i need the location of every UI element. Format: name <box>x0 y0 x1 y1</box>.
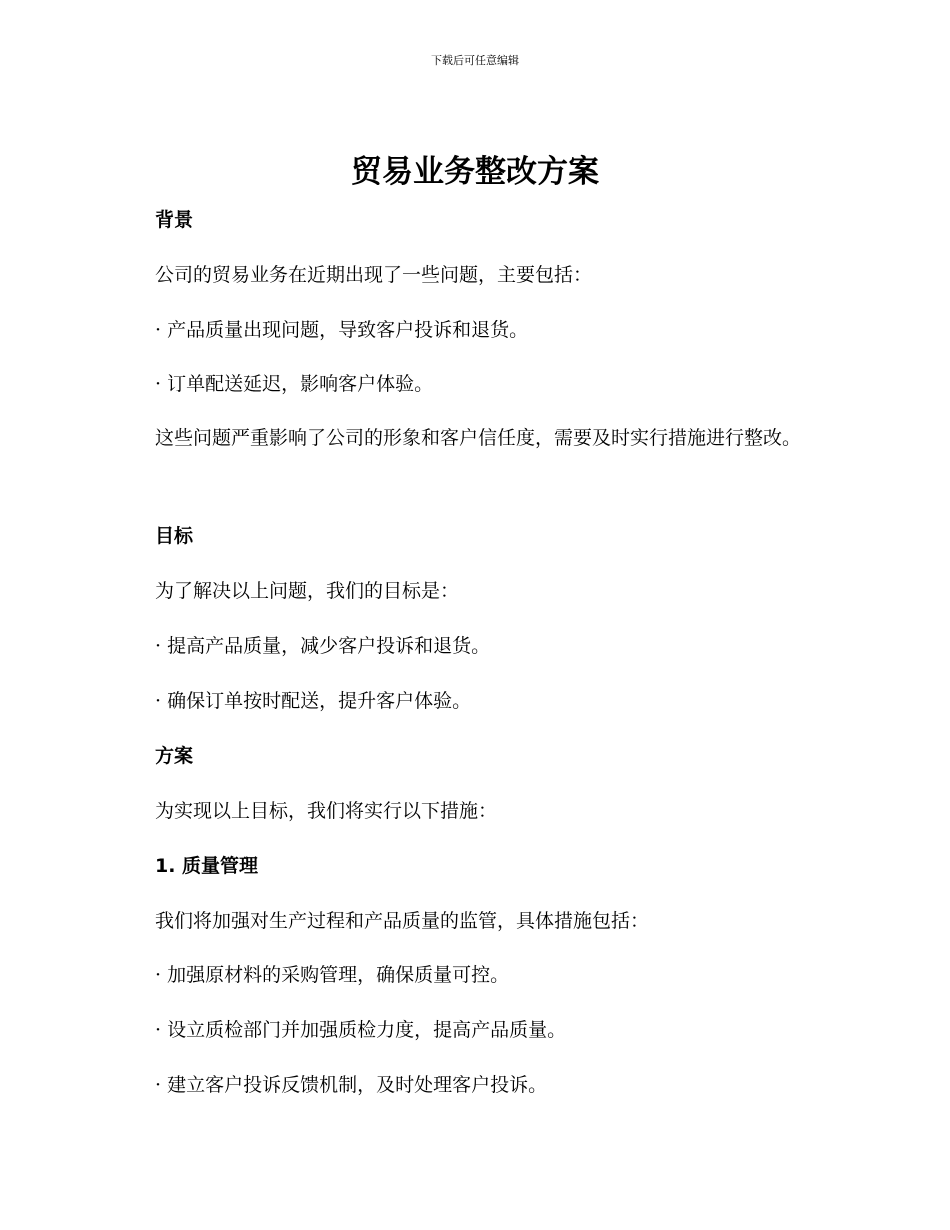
quality-bullet: · 设立质检部门并加强质检力度，提高产品质量。 <box>155 1019 567 1041</box>
background-intro: 公司的贸易业务在近期出现了一些问题，主要包括： <box>155 264 593 286</box>
quality-bullet: · 加强原材料的采购管理，确保质量可控。 <box>155 964 510 986</box>
background-summary: 这些问题严重影响了公司的形象和客户信任度，需要及时实行措施进行整改。 <box>155 427 802 449</box>
goals-intro: 为了解决以上问题，我们的目标是： <box>155 580 460 602</box>
section-heading-plan: 方案 <box>155 745 194 767</box>
section-heading-background: 背景 <box>155 209 194 231</box>
subsection-heading-quality: 1. 质量管理 <box>155 855 259 877</box>
goals-bullet: · 提高产品质量，减少客户投诉和退货。 <box>155 635 491 657</box>
plan-intro: 为实现以上目标，我们将实行以下措施： <box>155 800 498 822</box>
page-header-note: 下载后可任意编辑 <box>431 54 519 67</box>
goals-bullet: · 确保订单按时配送，提升客户体验。 <box>155 690 472 712</box>
document-title: 贸易业务整改方案 <box>351 154 599 190</box>
background-bullet: · 订单配送延迟，影响客户体验。 <box>155 373 434 395</box>
quality-intro: 我们将加强对生产过程和产品质量的监管，具体措施包括： <box>155 910 650 932</box>
quality-bullet: · 建立客户投诉反馈机制，及时处理客户投诉。 <box>155 1074 548 1096</box>
background-bullet: · 产品质量出现问题，导致客户投诉和退货。 <box>155 319 529 341</box>
section-heading-goals: 目标 <box>155 525 194 547</box>
